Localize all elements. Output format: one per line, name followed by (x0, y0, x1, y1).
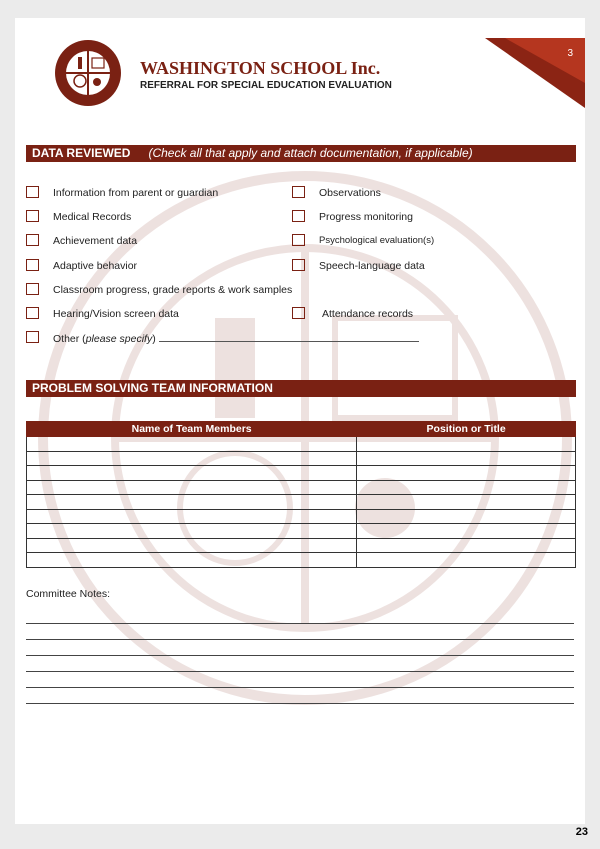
position-cell[interactable] (357, 509, 576, 524)
position-cell[interactable] (357, 495, 576, 510)
team-title: PROBLEM SOLVING TEAM INFORMATION (32, 381, 273, 395)
checkbox-label: Classroom progress, grade reports & work samples (53, 284, 293, 296)
other-close-paren: ) (152, 333, 156, 345)
checkbox-label: Psychological evaluation(s) (319, 235, 435, 246)
team-header (26, 380, 576, 397)
name-cell[interactable] (27, 553, 357, 568)
checkbox[interactable] (26, 283, 39, 295)
checkbox[interactable] (26, 234, 39, 246)
checkbox-label: Observations (319, 187, 381, 199)
position-cell[interactable] (357, 538, 576, 553)
checkbox[interactable] (26, 331, 39, 343)
checkbox-label: Attendance records (322, 308, 414, 320)
column-header-position: Position or Title (357, 422, 576, 437)
checkbox[interactable] (292, 259, 305, 271)
name-cell[interactable] (27, 437, 357, 452)
org-name: WASHINGTON SCHOOL Inc. (140, 58, 381, 78)
table-row (27, 509, 576, 524)
name-cell[interactable] (27, 495, 357, 510)
checkbox-label-other (53, 331, 419, 346)
checkbox-label: Hearing/Vision screen data (53, 308, 179, 320)
name-cell[interactable] (27, 524, 357, 539)
committee-notes-label: Committee Notes: (26, 588, 111, 600)
corner-page-number: 3 (567, 48, 573, 59)
name-cell[interactable] (27, 509, 357, 524)
table-row (27, 495, 576, 510)
position-cell[interactable] (357, 524, 576, 539)
other-specify-hint: please specify (85, 333, 153, 345)
column-header-name: Name of Team Members (27, 422, 357, 437)
table-row (27, 451, 576, 466)
table-row (27, 466, 576, 481)
data-reviewed-header (26, 145, 576, 162)
checkbox-label: Speech-language data (319, 260, 425, 272)
position-cell[interactable] (357, 437, 576, 452)
data-reviewed-note: (Check all that apply and attach documentation, if applicable) (148, 146, 473, 160)
notes-line[interactable] (26, 703, 574, 704)
checkbox[interactable] (26, 210, 39, 222)
document-page (15, 18, 585, 824)
notes-line[interactable] (26, 623, 574, 624)
form-subtitle: REFERRAL FOR SPECIAL EDUCATION EVALUATION (140, 80, 392, 91)
checkbox-label: Progress monitoring (319, 211, 413, 223)
notes-line[interactable] (26, 639, 574, 640)
notes-line[interactable] (26, 655, 574, 656)
checkbox-label: Medical Records (53, 211, 132, 223)
checkbox-label: Information from parent or guardian (53, 187, 219, 199)
name-cell[interactable] (27, 466, 357, 481)
team-table (26, 421, 576, 568)
data-reviewed-title: DATA REVIEWED (32, 146, 131, 160)
other-specify-field[interactable] (159, 331, 419, 342)
checkbox[interactable] (292, 234, 305, 246)
page-number: 23 (575, 826, 588, 838)
table-row (27, 437, 576, 452)
table-row (27, 538, 576, 553)
school-logo (53, 38, 123, 108)
notes-line[interactable] (26, 671, 574, 672)
checkbox[interactable] (292, 186, 305, 198)
checkbox[interactable] (26, 259, 39, 271)
checkbox[interactable] (26, 307, 39, 319)
name-cell[interactable] (27, 451, 357, 466)
checkbox[interactable] (26, 186, 39, 198)
table-row (27, 480, 576, 495)
position-cell[interactable] (357, 480, 576, 495)
checkbox-label: Adaptive behavior (53, 260, 138, 272)
name-cell[interactable] (27, 538, 357, 553)
position-cell[interactable] (357, 451, 576, 466)
team-table-header-row (27, 422, 576, 437)
table-row (27, 553, 576, 568)
checkbox[interactable] (292, 210, 305, 222)
name-cell[interactable] (27, 480, 357, 495)
position-cell[interactable] (357, 553, 576, 568)
notes-line[interactable] (26, 687, 574, 688)
checkbox-label: Achievement data (53, 235, 138, 247)
table-row (27, 524, 576, 539)
checkbox[interactable] (292, 307, 305, 319)
other-label: Other ( (53, 333, 86, 345)
position-cell[interactable] (357, 466, 576, 481)
